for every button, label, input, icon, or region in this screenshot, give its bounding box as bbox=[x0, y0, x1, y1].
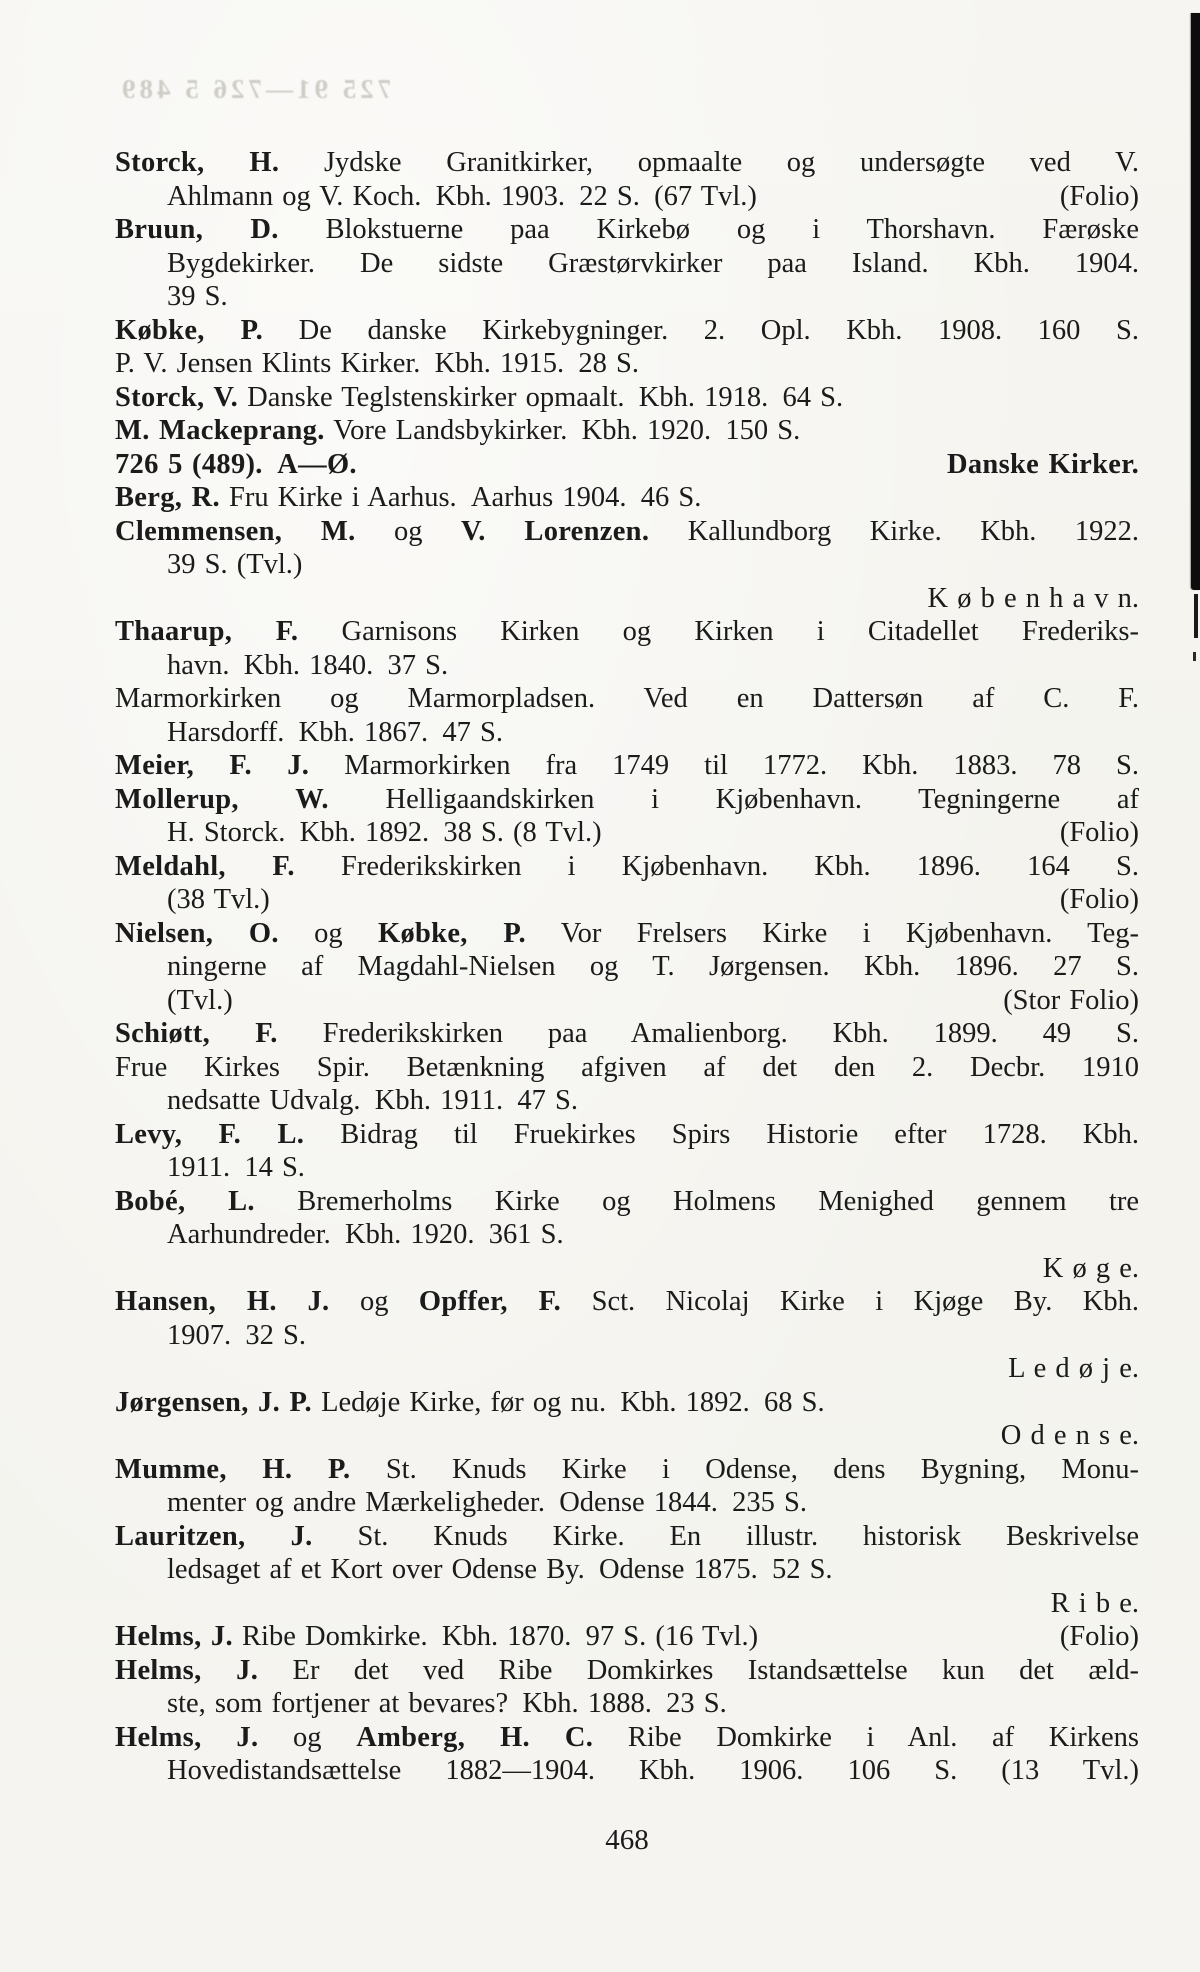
author-name: Thaarup, F. bbox=[115, 616, 299, 647]
entry-text: St. Knuds Kirke i Odense, dens Bygning, Monu- bbox=[350, 1453, 1139, 1485]
entry-text: Bygdekirker. De sidste Græstørvkirker paa Island. Kbh. 1904. bbox=[167, 247, 1139, 279]
entry-line bbox=[115, 213, 1139, 247]
entry-text: ste, som fortjener at bevares? Kbh. 1888. 23 S. bbox=[167, 1688, 727, 1719]
format-note: (Folio) bbox=[1059, 180, 1139, 212]
entry-text: Bidrag til Fruekirkes Spirs Historie efter 1728. Kbh. bbox=[304, 1118, 1139, 1150]
entry-line bbox=[115, 1218, 1139, 1252]
entry-line bbox=[115, 515, 1139, 549]
entry-line bbox=[115, 950, 1139, 984]
entry-text: Frederikskirken paa Amalienborg. Kbh. 1899. 49 S. bbox=[277, 1018, 1139, 1049]
entry-line bbox=[115, 1453, 1139, 1487]
entry-line bbox=[115, 414, 1139, 448]
entry-line bbox=[115, 984, 1139, 1018]
author-name: V. Lorenzen. bbox=[460, 515, 650, 547]
entry-line bbox=[115, 1185, 1139, 1219]
entry-text: ledsaget af et Kort over Odense By. Odense 1875. 52 S. bbox=[167, 1554, 833, 1585]
entry-text: (Tvl.) bbox=[167, 984, 233, 1016]
entry-line bbox=[115, 917, 1139, 951]
author-name: Nielsen, O. bbox=[115, 917, 279, 949]
entry-line bbox=[115, 1386, 1139, 1420]
author-name: Jørgensen, J. P. bbox=[115, 1386, 312, 1418]
author-name: Storck, V. bbox=[115, 381, 238, 413]
entry-line bbox=[115, 1051, 1139, 1085]
entry-text: L e d ø j e. bbox=[1008, 1353, 1139, 1384]
entry-text: Marmorkirken fra 1749 til 1772. Kbh. 1883. 78 S. bbox=[309, 750, 1139, 781]
entry-line bbox=[115, 180, 1139, 214]
entry-text: Marmorkirken og Marmorpladsen. Ved en Dattersøn af C. F. bbox=[115, 683, 1139, 714]
entry-text: Garnisons Kirken og Kirken i Citadellet Frederiks- bbox=[298, 616, 1140, 647]
entry-text: og bbox=[258, 1721, 357, 1753]
format-note: (Folio) bbox=[1059, 817, 1139, 848]
entry-text: Fru Kirke i Aarhus. Aarhus 1904. 46 S. bbox=[219, 482, 702, 513]
entry-text: 39 S. (Tvl.) bbox=[167, 549, 303, 580]
entry-text: 1911. 14 S. bbox=[167, 1152, 305, 1183]
author-name: Mollerup, W. bbox=[115, 783, 329, 815]
entry-line bbox=[115, 649, 1139, 683]
author-name: Bobé, L. bbox=[115, 1185, 255, 1217]
section-heading bbox=[115, 582, 1139, 616]
entry-text: K ø b e n h a v n. bbox=[927, 582, 1139, 614]
author-name: Helms, J. bbox=[115, 1621, 233, 1652]
author-name: Mumme, H. P. bbox=[115, 1453, 351, 1485]
entry-line bbox=[115, 716, 1139, 750]
entry-line bbox=[115, 347, 1139, 381]
entry-line bbox=[115, 615, 1139, 649]
bibliography-list bbox=[115, 146, 1139, 1788]
entry-line bbox=[115, 314, 1139, 348]
author-name: Schiøtt, F. bbox=[115, 1018, 278, 1049]
page-number: 468 bbox=[605, 1824, 649, 1856]
entry-text: og bbox=[278, 917, 378, 949]
entry-line bbox=[115, 1721, 1139, 1755]
author-name: Amberg, H. C. bbox=[356, 1721, 594, 1753]
entry-text: Vor Frelsers Kirke i Kjøbenhavn. Teg- bbox=[525, 917, 1139, 949]
entry-text: K ø g e. bbox=[1042, 1252, 1139, 1284]
entry-text: 39 S. bbox=[167, 281, 228, 312]
entry-line bbox=[115, 850, 1139, 884]
format-note: (Stor Folio) bbox=[1003, 984, 1139, 1016]
entry-line bbox=[115, 883, 1139, 917]
section-heading bbox=[115, 1419, 1139, 1453]
entry-line bbox=[115, 1084, 1139, 1118]
author-name: 726 5 (489). A—Ø. bbox=[115, 448, 357, 480]
entry-text: Frederikskirken i Kjøbenhavn. Kbh. 1896. 164 S. bbox=[294, 850, 1139, 882]
author-name: Storck, H. bbox=[115, 147, 280, 178]
scan-edge-shadow bbox=[1191, 13, 1200, 590]
entry-line bbox=[115, 1319, 1139, 1353]
entry-line bbox=[115, 1486, 1139, 1520]
entry-text: Ahlmann og V. Koch. Kbh. 1903. 22 S. (67 Tvl.) bbox=[167, 180, 757, 212]
entry-text: P. V. Jensen Klints Kirker. Kbh. 1915. 28 S. bbox=[115, 348, 639, 379]
author-name: Meier, F. J. bbox=[115, 750, 310, 781]
scan-edge-mark bbox=[1194, 594, 1198, 638]
author-name: Helms, J. bbox=[115, 1654, 259, 1686]
entry-line bbox=[115, 682, 1139, 716]
author-name: Opffer, F. bbox=[418, 1286, 562, 1317]
entry-line bbox=[115, 1017, 1139, 1051]
entry-text: De danske Kirkebygninger. 2. Opl. Kbh. 1908. 160 S. bbox=[263, 314, 1139, 346]
entry-line bbox=[115, 816, 1139, 850]
entry-text: St. Knuds Kirke. En illustr. historisk Beskrivelse bbox=[312, 1520, 1139, 1552]
entry-text: Aarhundreder. Kbh. 1920. 361 S. bbox=[167, 1219, 564, 1250]
author-name: Bruun, D. bbox=[115, 214, 279, 245]
entry-line bbox=[115, 1654, 1139, 1688]
format-note: (Folio) bbox=[1059, 1621, 1139, 1652]
entry-line bbox=[115, 146, 1139, 180]
scan-edge-dot bbox=[1193, 652, 1196, 661]
entry-text: menter og andre Mærkeligheder. Odense 1844. 235 S. bbox=[167, 1487, 808, 1518]
entry-text: Harsdorff. Kbh. 1867. 47 S. bbox=[167, 716, 503, 748]
entry-line bbox=[115, 280, 1139, 314]
author-name: Hansen, H. J. bbox=[115, 1286, 330, 1317]
entry-text: og bbox=[329, 1286, 419, 1317]
author-name: M. Mackeprang. bbox=[115, 415, 325, 446]
entry-text: Jydske Granitkirker, opmaalte og undersøgte ved V. bbox=[279, 147, 1139, 178]
entry-text: Danske Teglstenskirker opmaalt. Kbh. 1918. 64 S. bbox=[238, 381, 844, 413]
entry-line bbox=[115, 1687, 1139, 1721]
entry-line bbox=[115, 1285, 1139, 1319]
author-name: Clemmensen, M. bbox=[115, 515, 356, 547]
entry-text: Ledøje Kirke, før og nu. Kbh. 1892. 68 S. bbox=[311, 1386, 825, 1418]
author-name: Lauritzen, J. bbox=[115, 1520, 313, 1552]
entry-text: og bbox=[355, 515, 461, 547]
author-name: Berg, R. bbox=[115, 482, 220, 513]
entry-line bbox=[115, 1553, 1139, 1587]
entry-text: nedsatte Udvalg. Kbh. 1911. 47 S. bbox=[167, 1085, 579, 1116]
entry-line bbox=[115, 247, 1139, 281]
entry-line bbox=[115, 481, 1139, 515]
entry-text: Blokstuerne paa Kirkebø og i Thorshavn. Færøske bbox=[278, 214, 1139, 245]
author-name: Helms, J. bbox=[115, 1721, 259, 1753]
entry-text: Sct. Nicolaj Kirke i Kjøge By. Kbh. bbox=[561, 1286, 1139, 1317]
entry-line bbox=[115, 1520, 1139, 1554]
entry-text: Ribe Domkirke. Kbh. 1870. 97 S. (16 Tvl.) bbox=[232, 1621, 759, 1652]
entry-text: R i b e. bbox=[1050, 1587, 1139, 1619]
section-heading bbox=[115, 1252, 1139, 1286]
entry-text: Ribe Domkirke i Anl. af Kirkens bbox=[593, 1721, 1140, 1753]
entry-line bbox=[115, 548, 1139, 582]
entry-line bbox=[115, 749, 1139, 783]
section-heading bbox=[115, 1352, 1139, 1386]
entry-text: 1907. 32 S. bbox=[167, 1319, 306, 1351]
entry-text: havn. Kbh. 1840. 37 S. bbox=[167, 649, 449, 681]
entry-text: Vore Landsbykirker. Kbh. 1920. 150 S. bbox=[324, 415, 801, 446]
entry-text: Hovedistandsættelse 1882—1904. Kbh. 1906. 106 S. (13 Tvl.) bbox=[167, 1755, 1139, 1786]
entry-line bbox=[115, 1754, 1139, 1788]
author-name: Købke, P. bbox=[115, 314, 264, 346]
entry-text: Frue Kirkes Spir. Betænkning afgiven af det den 2. Decbr. 1910 bbox=[115, 1051, 1139, 1083]
entry-line bbox=[115, 1118, 1139, 1152]
bleed-through-text: 725 91—726 5 489 bbox=[118, 74, 392, 104]
format-note: Danske Kirker. bbox=[947, 448, 1139, 480]
entry-text: (38 Tvl.) bbox=[167, 884, 270, 915]
entry-text: Er det ved Ribe Domkirkes Istandsættelse kun det æld- bbox=[258, 1654, 1139, 1686]
entry-line bbox=[115, 783, 1139, 817]
entry-line bbox=[115, 381, 1139, 415]
author-name: Levy, F. L. bbox=[115, 1118, 305, 1150]
entry-line bbox=[115, 1151, 1139, 1185]
section-heading bbox=[115, 1587, 1139, 1621]
entry-text: Bremerholms Kirke og Holmens Menighed gennem tre bbox=[254, 1185, 1139, 1217]
entry-text: O d e n s e. bbox=[1000, 1420, 1139, 1451]
author-name: Meldahl, F. bbox=[115, 850, 295, 882]
entry-line bbox=[115, 1620, 1139, 1654]
format-note: (Folio) bbox=[1059, 884, 1139, 915]
entry-text: Kallundborg Kirke. Kbh. 1922. bbox=[649, 515, 1139, 547]
entry-text: Helligaandskirken i Kjøbenhavn. Tegningerne af bbox=[328, 783, 1139, 815]
shelfmark-line bbox=[115, 448, 1139, 482]
entry-text: ningerne af Magdahl-Nielsen og T. Jørgensen. Kbh. 1896. 27 S. bbox=[167, 951, 1139, 982]
entry-text: H. Storck. Kbh. 1892. 38 S. (8 Tvl.) bbox=[167, 817, 602, 848]
author-name: Købke, P. bbox=[378, 917, 526, 949]
